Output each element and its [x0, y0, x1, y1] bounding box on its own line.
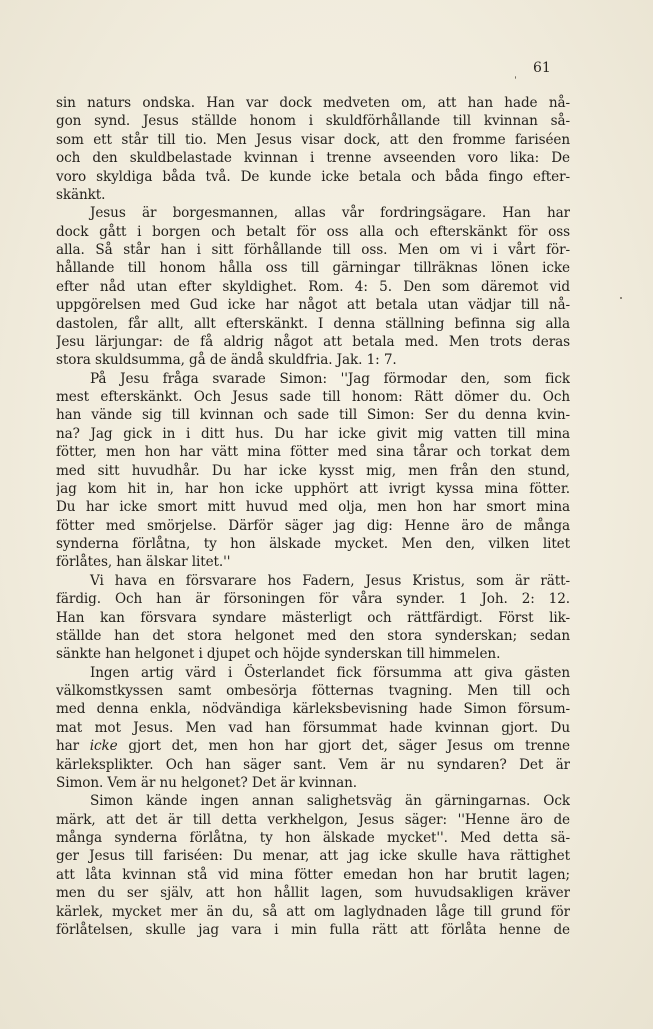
- text-line: sin naturs ondska. Han var dock medveten om, att han hade nå-: [56, 95, 570, 111]
- text-line: välkomstkyssen samt ombesörja fötternas tvagning. Men till och: [56, 683, 570, 699]
- text-line: som ett står till tio. Men Jesus visar dock, att den fromme fariséen: [56, 131, 570, 148]
- text-line: skänkt.: [56, 186, 106, 203]
- text-line: uppgörelsen med Gud icke har något att betala utan vädjar till nå-: [56, 297, 570, 314]
- text-line: med denna enkla, nödvändiga kärleksbevisning hade Simon försum-: [56, 701, 570, 718]
- text-line: mest efterskänkt. Och Jesus sade till honom: Rätt dömer du. Och: [56, 389, 570, 405]
- text-line: många synderna förlåtna, ty hon älskade mycket''. Med detta sä-: [56, 830, 570, 846]
- text-line: voro skyldiga båda två. De kunde icke betala och båda fingo efter-: [56, 168, 570, 185]
- text-line: kärlek, mycket mer än du, så att om laglydnaden låge till grund för: [56, 903, 570, 920]
- paper-speck: [620, 297, 622, 299]
- text-line: har icke gjort det, men hon har gjort det, säger Jesus om trenne: [56, 738, 570, 755]
- text-line: Vi hava en försvarare hos Fadern, Jesus Kristus, som är rätt-: [90, 572, 570, 589]
- emphasis: icke: [89, 738, 118, 755]
- text-line: märk, att det är till detta verkhelgon, Jesus säger: ''Henne äro de: [56, 811, 570, 828]
- text-line: synderna förlåtna, ty hon älskade mycket. Men den, vilken litet: [56, 536, 570, 552]
- text-line: mat mot Jesus. Men vad han försummat hade kvinnan gjort. Du: [56, 719, 570, 736]
- text-line: Du har icke smort mitt huvud med olja, men hon har smort mina: [56, 499, 570, 516]
- text-line: stora skuldsumma, gå de ändå skuldfria. Jak. 1: 7.: [56, 352, 397, 369]
- text-line: Simon kände ingen annan salighetsväg än gärningarnas. Ock: [90, 793, 570, 810]
- paper-speck: [515, 76, 516, 79]
- text-line: Han kan försvara syndare mästerligt och rättfärdigt. Först lik-: [56, 609, 570, 626]
- text-line: alla. Så står han i sitt förhållande till oss. Men om vi i vårt för-: [56, 242, 570, 258]
- text-line: men du ser själv, att hon hållit lagen, som huvudsakligen kräver: [56, 885, 570, 902]
- text-line: ger Jesus till fariséen: Du menar, att jag icke skulle hava rättighet: [56, 848, 570, 865]
- text-line: Jesu lärjungar: de få aldrig något att betala med. Men trots deras: [56, 333, 570, 350]
- text-line: ställde han det stora helgonet med den stora synderskan; sedan: [56, 627, 570, 644]
- text-line: han vände sig till kvinnan och sade till Simon: Ser du denna kvin-: [56, 407, 570, 424]
- text-line: Ingen artig värd i Österlandet fick försumma att giva gästen: [90, 664, 570, 681]
- page-number: 61: [533, 60, 551, 76]
- text-line: kärleksplikter. Och han säger sant. Vem är nu syndaren? Det är: [56, 756, 570, 773]
- text-line: Jesus är borgesmannen, allas vår fordringsägare. Han har: [90, 205, 570, 222]
- text-line: förlåtes, han älskar litet.'': [56, 554, 231, 571]
- text-line: att låta kvinnan stå vid mina fötter emedan hon har brutit lagen;: [56, 866, 570, 883]
- text-line: färdig. Och han är försoningen för våra synder. 1 Joh. 2: 12.: [56, 591, 570, 608]
- text-line: Simon. Vem är nu helgonet? Det är kvinnan.: [56, 774, 358, 791]
- text-line: gon synd. Jesus ställde honom i skuldförhållande till kvinnan så-: [56, 113, 570, 130]
- text-line: På Jesu fråga svarade Simon: ''Jag förmodar den, som fick: [90, 370, 570, 387]
- text-line: jag kom hit in, har hon icke upphört att ivrigt kyssa mina fötter.: [56, 480, 570, 497]
- text-line: förlåtelsen, skulle jag vara i min fulla rätt att förlåta henne de: [56, 921, 570, 938]
- text-line: na? Jag gick in i ditt hus. Du har icke givit mig vatten till mina: [56, 425, 570, 442]
- text-line: efter nåd utan efter skyldighet. Rom. 4: 5. Den som däremot vid: [56, 278, 570, 295]
- text-line: fötter, men hon har vätt mina fötter med sina tårar och torkat dem: [56, 444, 570, 461]
- text-line: fötter med smörjelse. Därför säger jag dig: Henne äro de många: [56, 517, 570, 534]
- text-line: hållande till honom hålla oss till gärningar tillräknas lönen icke: [56, 260, 570, 277]
- text-line: och den skuldbelastade kvinnan i trenne avseenden voro lika: De: [56, 150, 570, 167]
- text-line: dastolen, får allt, allt efterskänkt. I denna ställning befinna sig alla: [56, 315, 570, 332]
- body-text: [56, 94, 570, 939]
- text-line: med sitt huvudhår. Du har icke kysst mig, men från den stund,: [56, 462, 570, 479]
- text-line: sänkte han helgonet i djupet och höjde synderskan till himmelen.: [56, 646, 501, 663]
- text-line: dock gått i borgen och betalt för oss alla och efterskänkt för oss: [56, 223, 570, 240]
